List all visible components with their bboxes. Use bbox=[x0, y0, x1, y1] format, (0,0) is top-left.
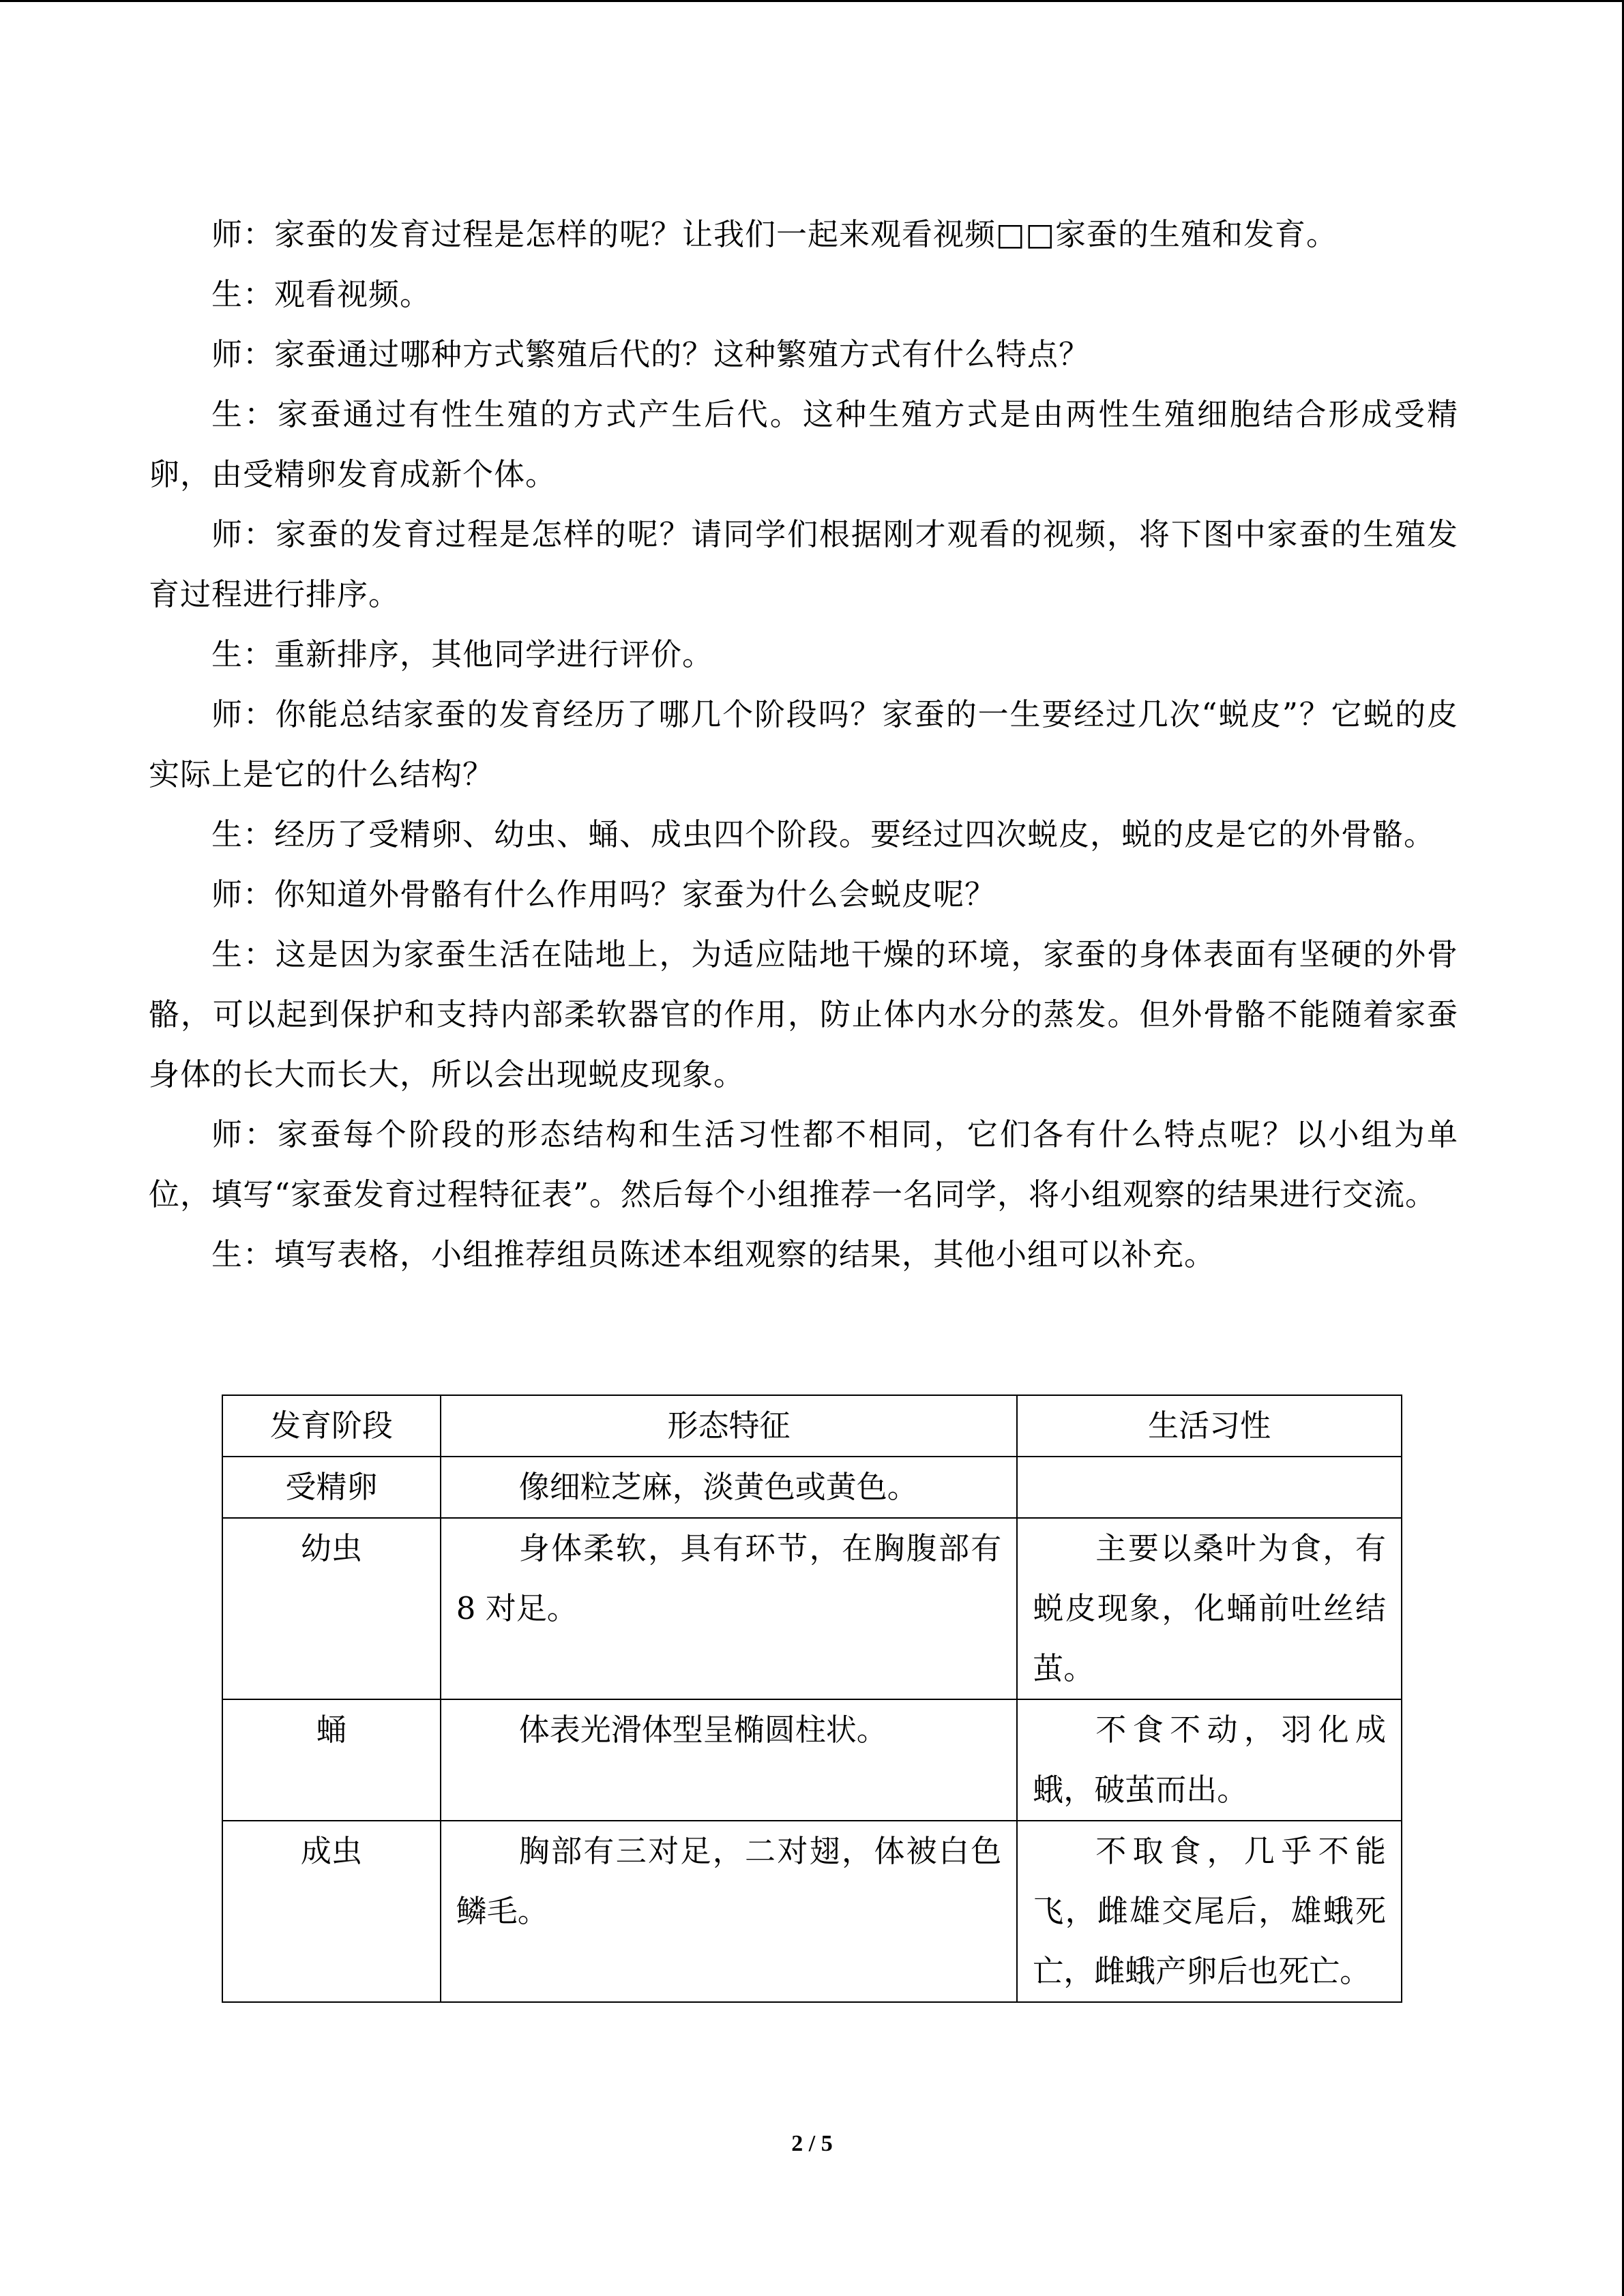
paragraph: 生：填写表格，小组推荐组员陈述本组观察的结果，其他小组可以补充。 bbox=[211, 1236, 1216, 1272]
table-row bbox=[222, 1457, 1402, 1518]
habit-cell bbox=[1017, 1821, 1402, 2002]
silkworm-development-table bbox=[222, 1395, 1402, 2003]
stage-cell: 幼虫 bbox=[222, 1518, 441, 1699]
morphology-text: 体表光滑体型呈椭圆柱状。 bbox=[518, 1712, 887, 1748]
table-row bbox=[222, 1699, 1402, 1821]
table-row bbox=[222, 1518, 1402, 1699]
header-habit: 生活习性 bbox=[1017, 1395, 1402, 1457]
stage-cell: 成虫 bbox=[222, 1821, 441, 2002]
stage-cell: 蛹 bbox=[222, 1699, 441, 1821]
habit-cell bbox=[1017, 1699, 1402, 1821]
habit-cell bbox=[1017, 1457, 1402, 1518]
table-row bbox=[222, 1821, 1402, 2002]
morphology-text: 像细粒芝麻，淡黄色或黄色。 bbox=[518, 1469, 918, 1505]
header-morphology: 形态特征 bbox=[441, 1395, 1018, 1457]
morphology-cell bbox=[441, 1457, 1018, 1518]
stage-cell: 受精卵 bbox=[222, 1457, 441, 1518]
paragraph: 师：家蚕的发育过程是怎样的呢？请同学们根据刚才观看的视频，将下图中家蚕的生殖发育过程进行排序。 bbox=[149, 516, 1458, 612]
table-header-row bbox=[222, 1395, 1402, 1457]
paragraph: 生：重新排序，其他同学进行评价。 bbox=[211, 636, 714, 672]
paragraph: 师：你能总结家蚕的发育经历了哪几个阶段吗？家蚕的一生要经过几次“蜕皮”？它蜕的皮实际上是它的什么结构？ bbox=[149, 696, 1458, 792]
page-top-border bbox=[0, 0, 1624, 2]
paragraph: 生：这是因为家蚕生活在陆地上，为适应陆地干燥的环境，家蚕的身体表面有坚硬的外骨骼，可以起到保护和支持内部柔软器官的作用，防止体内水分的蒸发。但外骨骼不能随着家蚕身体的长大而长大，所以会出现蜕皮现象。 bbox=[149, 936, 1458, 1092]
morphology-cell bbox=[441, 1699, 1018, 1821]
habit-text: 不食不动，羽化成蛾，破茧而出。 bbox=[1033, 1712, 1386, 1808]
document-body bbox=[149, 205, 1458, 1285]
paragraph: 生：家蚕通过有性生殖的方式产生后代。这种生殖方式是由两性生殖细胞结合形成受精卵，由受精卵发育成新个体。 bbox=[149, 396, 1458, 492]
morphology-text: 身体柔软，具有环节，在胸腹部有 8 对足。 bbox=[456, 1530, 1002, 1626]
paragraph: 师：家蚕的发育过程是怎样的呢？让我们一起来观看视频□□家蚕的生殖和发育。 bbox=[211, 216, 1338, 252]
morphology-cell bbox=[441, 1821, 1018, 2002]
habit-text: 不取食，几乎不能飞，雌雄交尾后，雄蛾死亡，雌蛾产卵后也死亡。 bbox=[1033, 1833, 1386, 1989]
paragraph: 师：家蚕通过哪种方式繁殖后代的？这种繁殖方式有什么特点？ bbox=[211, 336, 1091, 372]
header-stage: 发育阶段 bbox=[222, 1395, 441, 1457]
paragraph: 师：家蚕每个阶段的形态结构和生活习性都不相同，它们各有什么特点呢？以小组为单位，填写“家蚕发育过程特征表”。然后每个小组推荐一名同学，将小组观察的结果进行交流。 bbox=[149, 1116, 1458, 1212]
paragraph: 生：观看视频。 bbox=[211, 276, 432, 312]
morphology-cell bbox=[441, 1518, 1018, 1699]
paragraph: 师：你知道外骨骼有什么作用吗？家蚕为什么会蜕皮呢？ bbox=[211, 876, 996, 912]
page-number: 2 / 5 bbox=[791, 2131, 833, 2156]
morphology-text: 胸部有三对足，二对翅，体被白色鳞毛。 bbox=[456, 1833, 1002, 1929]
habit-cell bbox=[1017, 1518, 1402, 1699]
habit-text: 主要以桑叶为食，有蜕皮现象，化蛹前吐丝结茧。 bbox=[1033, 1530, 1386, 1686]
paragraph: 生：经历了受精卵、幼虫、蛹、成虫四个阶段。要经过四次蜕皮，蜕的皮是它的外骨骼。 bbox=[211, 816, 1436, 852]
